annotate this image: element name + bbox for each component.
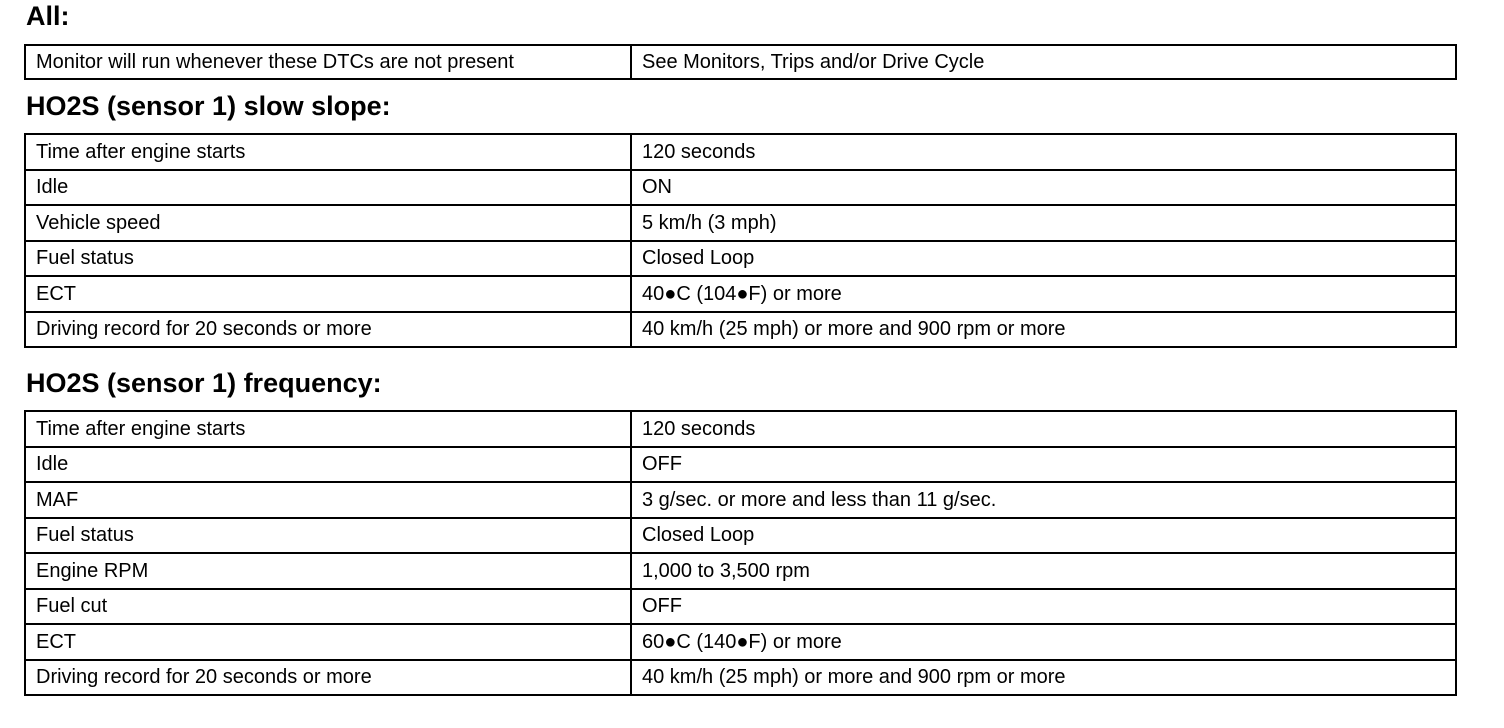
condition-value: 40 km/h (25 mph) or more and 900 rpm or more <box>631 660 1456 696</box>
condition-value: See Monitors, Trips and/or Drive Cycle <box>631 45 1456 79</box>
condition-label: Fuel status <box>25 241 631 277</box>
condition-label: Engine RPM <box>25 553 631 589</box>
condition-value: OFF <box>631 589 1456 625</box>
table-row <box>25 170 1456 206</box>
table-row <box>25 660 1456 696</box>
table-row <box>25 312 1456 348</box>
section-heading-all: All: <box>26 1 70 31</box>
condition-value: 3 g/sec. or more and less than 11 g/sec. <box>631 482 1456 518</box>
condition-value: ON <box>631 170 1456 206</box>
condition-label: Driving record for 20 seconds or more <box>25 660 631 696</box>
condition-label: MAF <box>25 482 631 518</box>
condition-value: Closed Loop <box>631 518 1456 554</box>
condition-label: Idle <box>25 170 631 206</box>
condition-value: OFF <box>631 447 1456 483</box>
condition-label: Monitor will run whenever these DTCs are not present <box>25 45 631 79</box>
table-row <box>25 482 1456 518</box>
condition-value: 120 seconds <box>631 134 1456 170</box>
section-heading-frequency: HO2S (sensor 1) frequency: <box>26 368 382 398</box>
condition-value: 40 km/h (25 mph) or more and 900 rpm or more <box>631 312 1456 348</box>
conditions-table-frequency <box>24 410 1457 696</box>
condition-label: ECT <box>25 624 631 660</box>
table-row <box>25 45 1456 79</box>
table-row <box>25 276 1456 312</box>
condition-value: 60●C (140●F) or more <box>631 624 1456 660</box>
condition-value: 5 km/h (3 mph) <box>631 205 1456 241</box>
table-row <box>25 447 1456 483</box>
table-row <box>25 553 1456 589</box>
conditions-table-slow-slope <box>24 133 1457 348</box>
table-row <box>25 411 1456 447</box>
condition-value: 120 seconds <box>631 411 1456 447</box>
condition-value: Closed Loop <box>631 241 1456 277</box>
condition-label: Vehicle speed <box>25 205 631 241</box>
section-heading-slow-slope: HO2S (sensor 1) slow slope: <box>26 91 391 121</box>
conditions-table-all <box>24 44 1457 80</box>
condition-label: Time after engine starts <box>25 411 631 447</box>
table-row <box>25 589 1456 625</box>
table-row <box>25 134 1456 170</box>
condition-label: Idle <box>25 447 631 483</box>
condition-label: ECT <box>25 276 631 312</box>
condition-label: Fuel status <box>25 518 631 554</box>
condition-value: 40●C (104●F) or more <box>631 276 1456 312</box>
table-row <box>25 624 1456 660</box>
table-row <box>25 518 1456 554</box>
condition-label: Time after engine starts <box>25 134 631 170</box>
condition-label: Fuel cut <box>25 589 631 625</box>
condition-label: Driving record for 20 seconds or more <box>25 312 631 348</box>
condition-value: 1,000 to 3,500 rpm <box>631 553 1456 589</box>
table-row <box>25 241 1456 277</box>
table-row <box>25 205 1456 241</box>
